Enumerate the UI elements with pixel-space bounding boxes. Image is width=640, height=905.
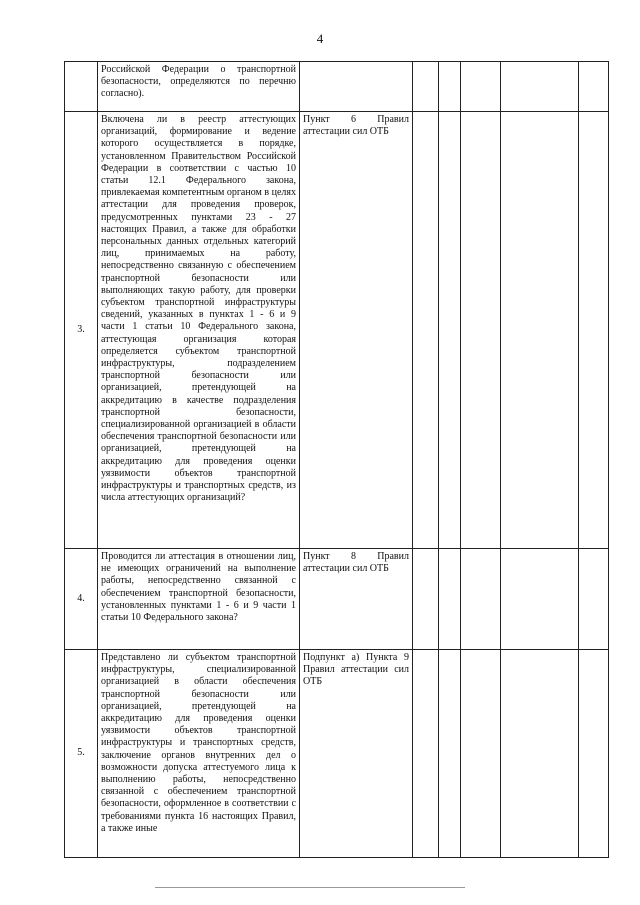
note-cell[interactable] [579, 549, 609, 650]
answer-no-cell[interactable] [439, 650, 461, 858]
requirement-text: Включена ли в реестр аттестующих организаций, формирование и ведение которого осуществляется в порядке, установленном Правительством Российской Федерации в соответствии с частью 10 статьи 12.1 Федерального закона, привлекаемая компетентным органом в целях аттестации для проведения проверок, предусмотренных пунктами 23 - 27 настоящих Правил, а также для обработки персональных данных отдельных категорий лиц, принимаемых на работу, непосредственно связанную с обеспечением транспортной безопасности или выполняющих такую работу, для проверки субъектом транспортной инфраструктуры сведений, указанных в пунктах 1 - 6 и 9 части 1 статьи 10 Федерального закона, аттестующая организация которая определяется субъектом транспортной инфраструктуры, подразделением транспортной безопасности или организацией, претендующей на аккредитацию в качестве подразделения транспортной безопасности, специализированной организацией в области обеспечения транспортной безопасности или организацией, претендующей на аккредитацию для проведения оценки уязвимости объектов транспортной инфраструктуры и транспортных средств, из числа аттестующих организаций? [101, 114, 296, 504]
requirement-text: Представлено ли субъектом транспортной инфраструктуры, специализированной организацией в области обеспечения транспортной безопасности или организацией, претендующей на аккредитацию для проведения оценки уязвимости объектов транспортной инфраструктуры и транспортных средств, заключение органов внутренних дел о возможности допуска аттестуемого лица к выполнению работы, непосредственно связанной с обеспечением транспортной безопасности, оформленное в соответствии с требованиями пункта 16 настоящих Правил, а также иные [101, 652, 296, 834]
row-number: 5. [65, 650, 98, 858]
legal-reference: Пункт 8 Правил аттестации сил ОТБ [303, 551, 409, 575]
footer-divider [155, 887, 465, 888]
answer-na-cell[interactable] [461, 549, 501, 650]
checklist-table [64, 61, 609, 858]
note-cell[interactable] [579, 650, 609, 858]
table-row [65, 112, 609, 549]
answer-yes-cell[interactable] [413, 62, 439, 112]
row-number: 3. [65, 112, 98, 549]
legal-reference: Пункт 6 Правил аттестации сил ОТБ [303, 114, 409, 138]
answer-yes-cell[interactable] [413, 650, 439, 858]
answer-na-cell[interactable] [461, 62, 501, 112]
comment-cell[interactable] [501, 650, 579, 858]
page-number: 4 [316, 31, 324, 46]
note-cell[interactable] [579, 62, 609, 112]
comment-cell[interactable] [501, 62, 579, 112]
answer-na-cell[interactable] [461, 650, 501, 858]
row-number: 4. [65, 549, 98, 650]
requirement-text: Российской Федерации о транспортной безопасности, определяются по перечню согласно). [101, 64, 296, 100]
comment-cell[interactable] [501, 112, 579, 549]
row-number [65, 62, 98, 112]
answer-na-cell[interactable] [461, 112, 501, 549]
legal-reference: Подпункт а) Пункта 9 Правил аттестации сил ОТБ [303, 652, 409, 688]
answer-yes-cell[interactable] [413, 112, 439, 549]
answer-no-cell[interactable] [439, 549, 461, 650]
answer-no-cell[interactable] [439, 112, 461, 549]
table-row [65, 62, 609, 112]
comment-cell[interactable] [501, 549, 579, 650]
table-row [65, 549, 609, 650]
note-cell[interactable] [579, 112, 609, 549]
table-row [65, 650, 609, 858]
answer-yes-cell[interactable] [413, 549, 439, 650]
requirement-text: Проводится ли аттестация в отношении лиц, не имеющих ограничений на выполнение работы, непосредственно связанной с обеспечением транспортной безопасности, установленных пунктами 1 - 6 и 9 части 1 статьи 10 Федерального закона? [101, 551, 296, 624]
answer-no-cell[interactable] [439, 62, 461, 112]
